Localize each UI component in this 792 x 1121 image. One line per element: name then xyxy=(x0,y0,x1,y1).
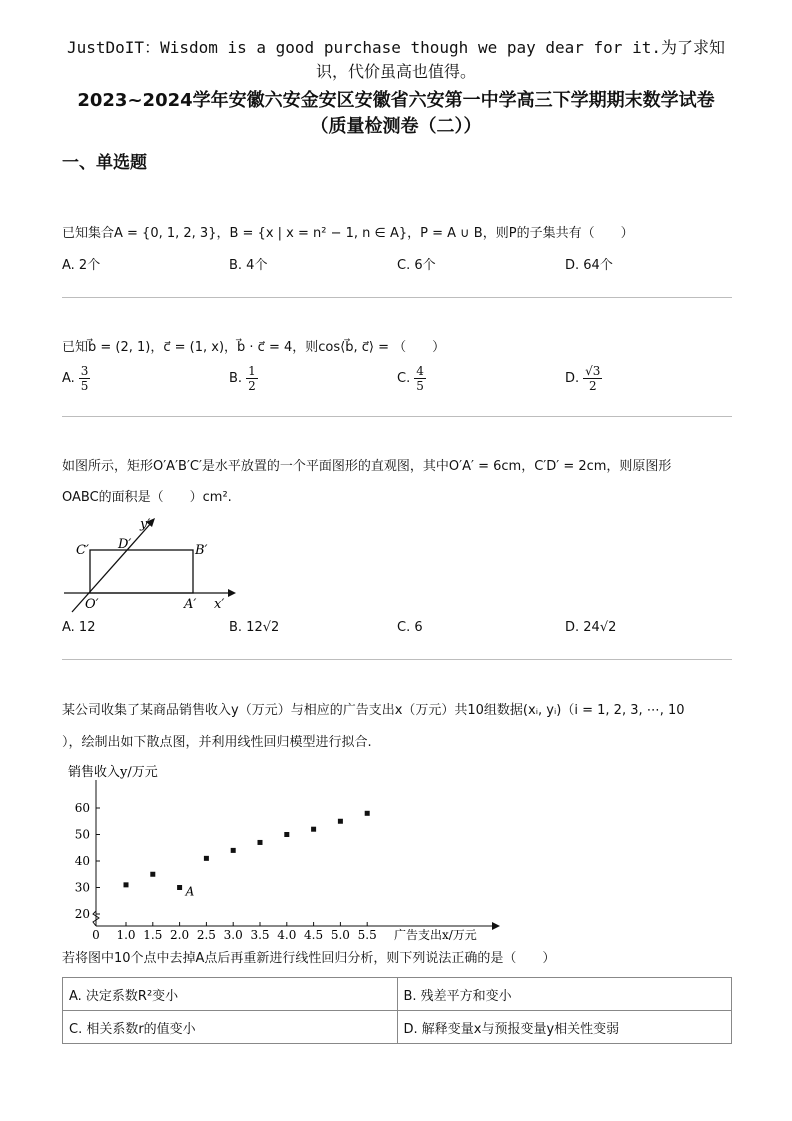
y-tick-label: 30 xyxy=(74,880,90,895)
motto xyxy=(0,36,792,84)
oblique-projection-figure xyxy=(60,512,240,616)
q2-stem: 已知b⃗ = (2, 1)，c⃗ = (1, x)，b⃗ · c⃗ = 4，则cos⟨b⃗, c⃗⟩ = （ ） xyxy=(62,340,446,355)
q3-option-b[interactable]: B. 12√2 xyxy=(229,620,280,635)
q1-option-d[interactable]: D. 64个 xyxy=(565,258,613,273)
title-line-2: （质量检测卷（二）） xyxy=(310,116,482,137)
label-y: y′ xyxy=(140,517,151,532)
q3-stem-line-1: 如图所示，矩形O′A′B′C′是水平放置的一个平面图形的直观图，其中O′A′ = 6cm，C′D′ = 2cm，则原图形 xyxy=(62,459,672,474)
y-tick-label: 40 xyxy=(74,854,90,868)
x-tick-label: 5.5 xyxy=(357,928,377,942)
x-axis-arrow xyxy=(228,589,236,597)
option-letter: B. xyxy=(229,371,243,386)
q4-stem-line-1: 某公司收集了某商品销售收入y（万元）与相应的广告支出x（万元）共10组数据(xᵢ, yᵢ)（i = 1, 2, 3, ⋯, 10 xyxy=(62,703,685,718)
q2-option-c[interactable] xyxy=(397,364,426,393)
q4-stem-line-2: ），绘制出如下散点图，并利用线性回归模型进行拟合. xyxy=(62,735,372,750)
origin-label: 0 xyxy=(92,928,100,942)
y-axis xyxy=(72,522,152,612)
x-axis-arrow xyxy=(492,922,500,930)
label-a: A′ xyxy=(184,597,197,612)
q1-option-c[interactable]: C. 6个 xyxy=(397,258,436,273)
divider xyxy=(62,659,732,660)
fraction: $\frac{√3}{2}$ xyxy=(585,364,601,393)
q4-option-c[interactable]: C. 相关系数r的值变小 xyxy=(63,1011,398,1044)
title-line-1: 2023~2024学年安徽六安金安区安徽省六安第一中学高三下学期期末数学试卷 xyxy=(77,90,715,111)
scatter-chart xyxy=(60,756,500,946)
q2-option-a[interactable] xyxy=(62,364,90,393)
data-point xyxy=(231,848,236,853)
q3-option-c[interactable]: C. 6 xyxy=(397,620,423,635)
y-tick-label: 60 xyxy=(74,801,90,815)
option-letter: C. xyxy=(397,371,411,386)
q1-option-b[interactable]: B. 4个 xyxy=(229,258,268,273)
option-letter: A. xyxy=(62,371,75,386)
q2-option-b[interactable] xyxy=(229,364,258,393)
x-tick-label: 4.0 xyxy=(277,928,297,942)
data-point xyxy=(124,882,129,887)
option-letter: D. xyxy=(565,371,580,386)
data-point xyxy=(258,840,263,845)
data-point xyxy=(177,885,182,890)
label-x: x′ xyxy=(214,597,225,612)
q1-stem: 已知集合A = {0, 1, 2, 3}，B = {x | x = n² − 1, n ∈ A}，P = A ∪ B，则P的子集共有（ ） xyxy=(62,226,634,241)
label-d: D′ xyxy=(118,537,132,552)
x-axis-label: 广告支出x/万元 xyxy=(394,928,477,942)
q4-followup: 若将图中10个点中去掉A点后再重新进行线性回归分析，则下列说法正确的是（ ） xyxy=(62,951,556,966)
fraction: $\frac{3}{5}$ xyxy=(80,364,89,393)
x-tick-label: 1.5 xyxy=(143,928,163,942)
data-point xyxy=(365,811,370,816)
data-point xyxy=(150,872,155,877)
data-point xyxy=(284,832,289,837)
x-tick-label: 5.0 xyxy=(330,928,350,942)
x-tick-label: 4.5 xyxy=(304,928,324,942)
q4-option-b[interactable]: B. 残差平方和变小 xyxy=(397,978,732,1011)
x-tick-label: 2.0 xyxy=(170,928,190,942)
label-c: C′ xyxy=(76,543,89,558)
label-o: O′ xyxy=(85,597,99,612)
x-tick-label: 2.5 xyxy=(196,928,216,942)
fraction: $\frac{1}{2}$ xyxy=(248,364,256,393)
y-tick-label: 50 xyxy=(74,827,90,842)
q4-option-a[interactable]: A. 决定系数R²变小 xyxy=(63,978,398,1011)
data-point xyxy=(204,856,209,861)
x-tick-label: 1.0 xyxy=(116,928,136,942)
divider xyxy=(62,297,732,298)
y-axis-label: 销售收入y/万元 xyxy=(68,765,158,780)
label-b: B′ xyxy=(195,543,208,558)
q3-option-d[interactable]: D. 24√2 xyxy=(565,620,617,635)
point-label: A xyxy=(185,884,195,899)
rectangle-oabc xyxy=(90,550,193,593)
divider xyxy=(62,416,732,417)
page-title xyxy=(0,88,792,140)
q4-option-d[interactable]: D. 解释变量x与预报变量y相关性变弱 xyxy=(397,1011,732,1044)
motto-line-1: JustDoIT：Wisdom is a good purchase though we pay dear for it.为了求知 xyxy=(67,38,725,57)
data-point xyxy=(338,819,343,824)
q2-option-d[interactable] xyxy=(565,364,602,393)
q3-stem-line-2: OABC的面积是（ ）cm². xyxy=(62,490,232,505)
section-heading: 一、单选题 xyxy=(62,153,147,173)
fraction: $\frac{4}{5}$ xyxy=(416,364,424,393)
data-point xyxy=(311,827,316,832)
q3-option-a[interactable]: A. 12 xyxy=(62,620,96,635)
x-tick-label: 3.0 xyxy=(223,928,243,942)
q4-options-table xyxy=(62,977,732,1044)
x-tick-label: 3.5 xyxy=(250,928,270,942)
motto-line-2: 识，代价虽高也值得。 xyxy=(315,62,476,81)
q1-option-a[interactable]: A. 2个 xyxy=(62,258,101,273)
y-tick-label: 20 xyxy=(74,907,90,921)
